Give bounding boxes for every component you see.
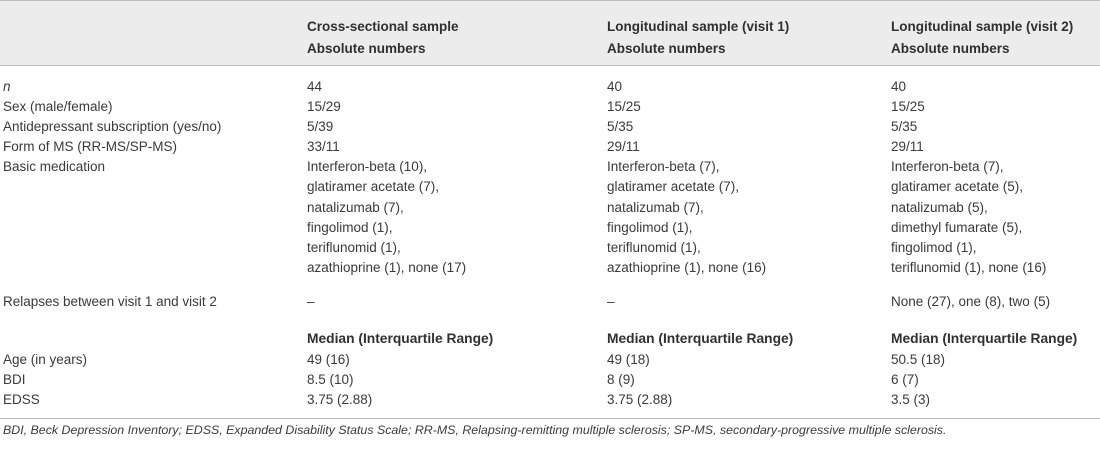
header-longitudinal-visit1: Longitudinal sample (visit 1) Absolute numbers: [607, 19, 790, 56]
cell-value: 5/35: [607, 119, 634, 134]
row-label-basic-medication: Basic medication: [3, 159, 106, 174]
cell-value: 29/11: [607, 139, 640, 154]
cell-value: 15/25: [891, 99, 925, 114]
row-label-edss: EDSS: [3, 392, 40, 407]
table-header: [0, 0, 1100, 66]
cell-value: 15/25: [607, 99, 641, 114]
cell-value: 15/29: [307, 99, 341, 114]
cell-value: 8 (9): [607, 372, 635, 387]
table-footnote: BDI, Beck Depression Inventory; EDSS, Expanded Disability Status Scale; RR-MS, Relapsing-remitting multiple sclerosis; SP-MS, secondary-progressive multiple sclerosis.: [3, 423, 947, 437]
cell-value-multiline: Interferon-beta (10), glatiramer acetate (7), natalizumab (7), fingolimod (1), teriflunomid (1), azathioprine (1), none (17): [307, 159, 467, 276]
cell-value: 49 (18): [607, 352, 650, 367]
cell-value: –: [607, 294, 615, 309]
cell-value-multiline: Interferon-beta (7), glatiramer acetate (5), natalizumab (5), dimethyl fumarate (5), fingolimod (1), teriflunomid (1), none (16): [891, 159, 1047, 276]
median-subheader: [0, 329, 1100, 349]
cell-value: 6 (7): [891, 372, 919, 387]
cell-value: 8.5 (10): [307, 372, 354, 387]
cell-value: 40: [607, 79, 623, 94]
cell-value: 3.75 (2.88): [307, 392, 373, 407]
cell-value: 33/11: [307, 139, 340, 154]
cell-value: 3.75 (2.88): [607, 392, 673, 407]
row-label-form-of-ms: Form of MS (RR-MS/SP-MS): [3, 139, 177, 154]
row-label-age: Age (in years): [3, 352, 88, 367]
cell-value: 50.5 (18): [891, 352, 946, 367]
cell-value-multiline: Interferon-beta (7), glatiramer acetate (7), natalizumab (7), fingolimod (1), teriflunomid (1), azathioprine (1), none (16): [607, 159, 767, 276]
row-label-bdi: BDI: [3, 372, 26, 387]
row-label-relapses: Relapses between visit 1 and visit 2: [3, 294, 217, 309]
cell-value: 49 (16): [307, 352, 350, 367]
cell-value: 40: [891, 79, 907, 94]
row-label-sex: Sex (male/female): [3, 99, 113, 114]
cell-value: 5/35: [891, 119, 918, 134]
cell-value: 3.5 (3): [891, 392, 931, 407]
table-bottom-rule: [0, 418, 1100, 419]
subheader-cell: Median (Interquartile Range): [891, 331, 1078, 346]
row-label-n: n: [3, 79, 11, 94]
subheader-cell: Median (Interquartile Range): [607, 331, 794, 346]
cell-value: None (27), one (8), two (5): [891, 294, 1051, 309]
header-cross-sectional: Cross-sectional sample Absolute numbers: [307, 19, 459, 56]
row-label-antidepressant: Antidepressant subscription (yes/no): [3, 119, 222, 134]
cell-value: 29/11: [891, 139, 924, 154]
cell-value: 5/39: [307, 119, 334, 134]
header-longitudinal-visit2: Longitudinal sample (visit 2) Absolute numbers: [891, 19, 1074, 56]
cell-value: –: [307, 294, 315, 309]
subheader-cell: Median (Interquartile Range): [307, 331, 494, 346]
cell-value: 44: [307, 79, 323, 94]
